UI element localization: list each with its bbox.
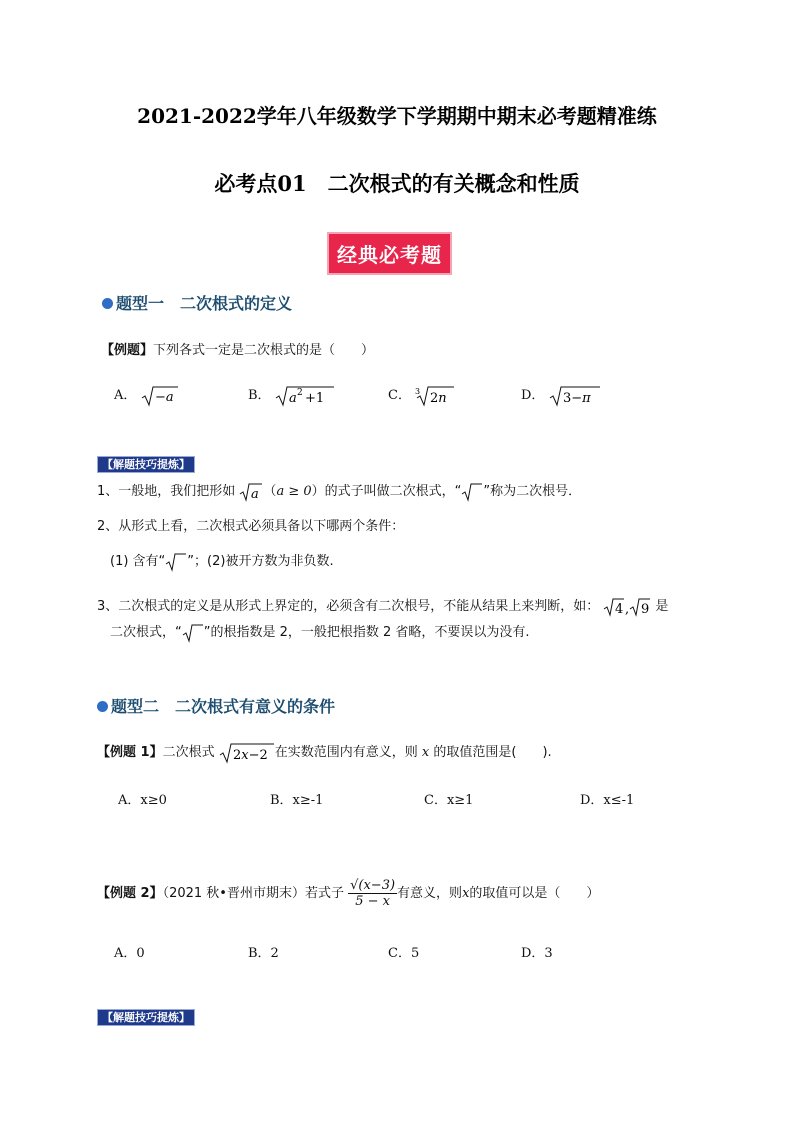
- ex2-option-b: B．2: [248, 946, 279, 961]
- option-c: [388, 384, 455, 407]
- section-2-title-text: 题型二 二次根式有意义的条件: [111, 697, 336, 716]
- cube-root-2n-icon: [415, 385, 455, 407]
- sqrt-a-icon: [239, 482, 263, 502]
- section-1-title-text: 题型一 二次根式的定义: [116, 294, 293, 313]
- example-1: [97, 741, 552, 764]
- ex2-option-c: C．5: [388, 946, 420, 961]
- example-2: [97, 878, 599, 909]
- main-title: 2021-2022学年八年级数学下学期期中期末必考题精准练: [137, 104, 657, 128]
- tip-3-part-c: 二次根式，“: [110, 625, 182, 640]
- example-2-part-a: （2021 秋•晋州市期末）若式子: [162, 886, 344, 901]
- radical-sign-icon: [165, 552, 187, 572]
- example-1-tag: 【例题 1】: [97, 745, 163, 760]
- fraction-expression: [348, 878, 397, 909]
- section-1-title: [102, 291, 292, 314]
- tip-1-part-c: ”称为二次根号．: [483, 484, 582, 499]
- option-a: [114, 384, 179, 407]
- section-2-title: [97, 694, 335, 717]
- tips-tag-2-text: 【解题技巧提炼】: [97, 1009, 195, 1026]
- tips-tag-1: [97, 453, 195, 472]
- example-question: [101, 339, 374, 358]
- tip-2-sub-b: ”；(2)被开方数为非负数.: [187, 554, 334, 569]
- radical-sign-icon: [461, 482, 483, 502]
- variable-x: x: [421, 745, 430, 760]
- example-2-part-c: 的取值可以是（ ）: [469, 886, 600, 901]
- svg-text:+1: +1: [304, 390, 324, 406]
- tip-3-line-2: [110, 621, 530, 643]
- svg-text:2: 2: [296, 387, 303, 398]
- option-b: [248, 384, 335, 407]
- svg-text:2x−2: 2x−2: [232, 747, 268, 763]
- tip-3-part-a: 3、二次根式的定义是从形式上界定的，必须含有二次根号，不能从结果上来判断，如：: [97, 599, 600, 614]
- svg-text:3−π: 3−π: [562, 390, 591, 406]
- sqrt-neg-a-icon: [141, 385, 179, 407]
- ex1-option-a: A．x≥0: [118, 793, 167, 808]
- example-2-part-b: 有意义，则: [397, 886, 463, 901]
- svg-text:−a: −a: [154, 389, 174, 405]
- ex2-option-d: D．3: [521, 946, 553, 961]
- svg-text:,: ,: [625, 601, 630, 617]
- fraction-numerator: √(x−3): [350, 878, 396, 893]
- option-b-label: B．: [248, 388, 271, 403]
- bullet-icon: [102, 298, 113, 309]
- example-tag: 【例题】: [101, 343, 154, 358]
- classic-questions-badge: 经典必考题: [327, 232, 452, 275]
- radical-sign-icon: [182, 623, 204, 643]
- tips-tag-2: [97, 1006, 195, 1025]
- example-1-part-a: 二次根式: [162, 745, 215, 760]
- tip-3-line-1: [97, 595, 668, 617]
- sub-title: 必考点01 二次根式的有关概念和性质: [214, 171, 580, 196]
- svg-text:a: a: [251, 486, 260, 502]
- tip-1-part-a: 1、一般地，我们把形如: [97, 484, 236, 499]
- svg-text:3: 3: [415, 386, 421, 396]
- sqrt-2x-minus-2-icon: [219, 742, 275, 764]
- ex2-option-a: A．0: [114, 946, 145, 961]
- example-1-part-b: 在实数范围内有意义，则: [274, 745, 418, 760]
- option-a-label: A．: [114, 388, 137, 403]
- example-2-tag: 【例题 2】: [97, 886, 163, 901]
- variable-x: x: [462, 886, 470, 901]
- tips-tag-1-text: 【解题技巧提炼】: [97, 456, 195, 473]
- example-text: 下列各式一定是二次根式的是（ ）: [153, 343, 375, 358]
- svg-text:4: 4: [615, 601, 624, 617]
- tip-3-part-d: ”的根指数是 2，一般把根指数 2 省略，不要误以为没有.: [203, 625, 530, 640]
- tip-1-part-b: 的式子叫做二次根式，“: [324, 484, 462, 499]
- ex1-option-b: B．x≥-1: [270, 793, 324, 808]
- tip-2-sub: [110, 550, 334, 572]
- example-1-part-c: 的取值范围是( ).: [433, 745, 552, 760]
- sqrt-a2-plus-1-icon: [275, 385, 335, 407]
- svg-text:2n: 2n: [430, 390, 447, 406]
- bullet-icon: [97, 701, 108, 712]
- ex1-option-c: C．x≥1: [424, 793, 474, 808]
- tip-2: 2、从形式上看，二次根式必须具备以下哪两个条件：: [97, 519, 405, 534]
- option-d: [521, 384, 601, 407]
- tip-1: 1、一般地，我们把形如 a （a ≥ 0）的式子叫做二次根式，“ ”称为二次根号．: [97, 480, 581, 502]
- tip-1-condition: a ≥ 0: [276, 484, 312, 499]
- ex1-option-d: D．x≤-1: [580, 793, 635, 808]
- sqrt-4-sqrt-9-icon: [603, 597, 655, 617]
- tip-3-part-b: 是: [655, 599, 669, 614]
- option-d-label: D．: [521, 388, 545, 403]
- svg-text:a: a: [288, 390, 297, 406]
- fraction-denominator: 5 − x: [348, 893, 397, 909]
- sqrt-3-minus-pi-icon: [549, 385, 601, 407]
- option-c-label: C．: [388, 388, 411, 403]
- svg-text:9: 9: [641, 601, 650, 617]
- tip-2-sub-a: (1) 含有“: [110, 554, 166, 569]
